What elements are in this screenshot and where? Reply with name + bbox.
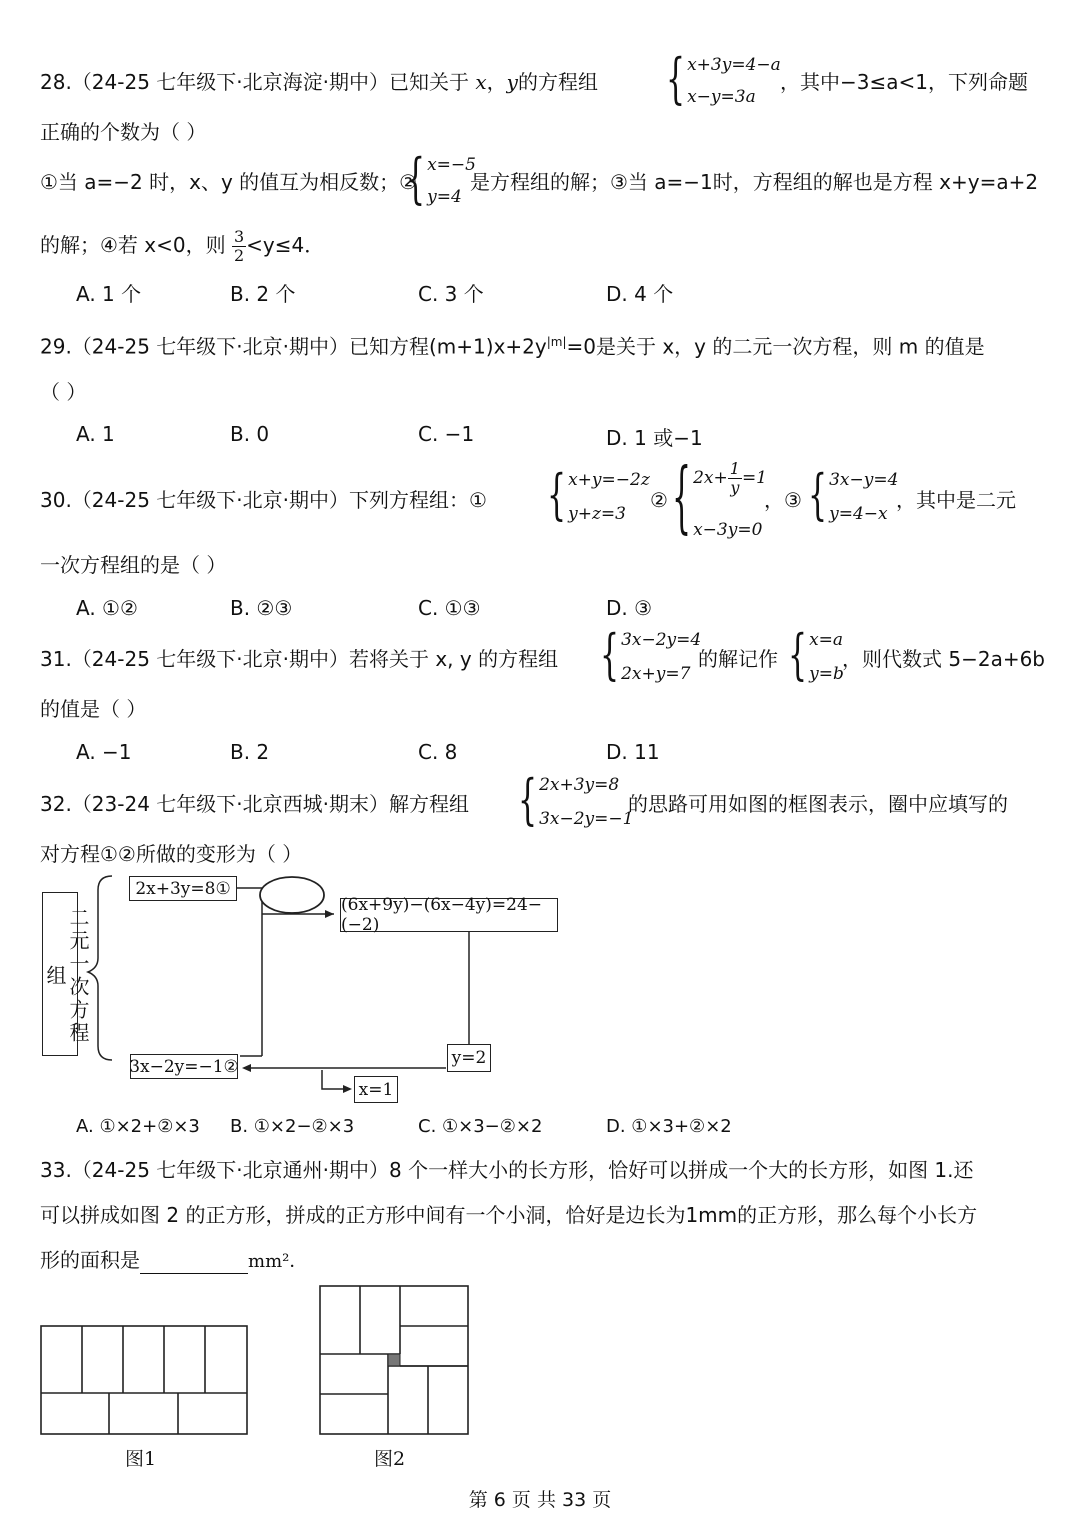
q31-s-row2: 2x+y=7 — [621, 664, 691, 684]
q30-s2-row1 — [693, 460, 767, 497]
q31-option-d[interactable]: D. 11 — [606, 740, 660, 764]
brace-icon: { — [788, 624, 808, 688]
q33-unit: mm²． — [248, 1251, 308, 1272]
blank-ellipse — [260, 877, 324, 913]
q28-prefix: 28.（24-25 七年级下·北京海淀·期中）已知关于 — [40, 70, 469, 94]
brace-icon: { — [808, 464, 828, 528]
brace-icon: { — [547, 464, 567, 528]
q28-line4a: 的解；④若 x<0，则 — [40, 233, 226, 257]
q32-suffix: 的思路可用如图的框图表示，圈中应填写的 — [628, 792, 1008, 816]
q31-system — [600, 624, 702, 688]
q28-sys-row2: x−y=3a — [687, 87, 756, 107]
q28-option-d[interactable]: D. 4 个 — [606, 282, 674, 306]
q29-option-a[interactable]: A. 1 — [76, 422, 115, 446]
q28-vars-mid: 的方程组 — [517, 70, 598, 94]
q31-mid: 的解记作 — [698, 647, 778, 671]
q32-line2: 对方程①②所做的变形为（ ） — [40, 842, 303, 866]
hole-square — [388, 1354, 400, 1366]
q31-option-a[interactable]: A. −1 — [76, 740, 132, 764]
q30-s2-fraction — [728, 460, 742, 497]
q30-c2: ② — [650, 488, 668, 512]
diagram-eq1: 2x+3y=8① — [129, 876, 237, 901]
q31-line2: 的值是（ ） — [40, 697, 147, 721]
q30-line2: 一次方程组的是（ ） — [40, 553, 227, 577]
q30-option-c[interactable]: C. ①③ — [418, 596, 481, 620]
diagram-side-label: 二元一次方程组 — [42, 892, 78, 1056]
q28-sol-row1: x=−5 — [427, 155, 476, 175]
q30-c3: ，③ — [764, 488, 802, 512]
q30-prefix: 30.（24-25 七年级下·北京·期中）下列方程组：① — [40, 488, 487, 512]
q28-option-c[interactable]: C. 3 个 — [418, 282, 484, 306]
q28-line3b: 是方程组的解；③当 a=−1时，方程组的解也是方程 x+y=a+2 — [470, 170, 1039, 194]
q30-system3 — [808, 464, 899, 528]
page-footer: 第 6 页 共 33 页 — [468, 1489, 612, 1511]
q28-line1: 28.（24-25 七年级下·北京海淀·期中）已知关于 x，y的方程组 — [40, 70, 598, 94]
q31-option-b[interactable]: B. 2 — [230, 740, 270, 764]
q30-s3-row2: y=4−x — [829, 504, 888, 524]
q28-fraction — [232, 228, 246, 265]
q30-s3-row1: 3x−y=4 — [829, 470, 899, 490]
q28-line2: 正确的个数为（ ） — [40, 120, 207, 144]
q29-line2: （ ） — [40, 380, 87, 404]
q30-system2 — [672, 453, 767, 545]
q28-line4 — [40, 228, 324, 265]
q29-line1a: 29.（24-25 七年级下·北京·期中）已知方程(m+1)x+2y — [40, 334, 547, 359]
q29-option-b[interactable]: B. 0 — [230, 422, 270, 446]
q30-suffix: ，其中是二元 — [896, 488, 1016, 512]
figure-2-caption: 图2 — [374, 1448, 406, 1470]
q31-t-row1: x=a — [809, 630, 844, 650]
q32-option-b[interactable]: B. ①×2−②×3 — [230, 1116, 355, 1137]
q30-s1-row2: y+z=3 — [568, 504, 626, 524]
q33-line3 — [40, 1248, 307, 1274]
q28-option-b[interactable]: B. 2 个 — [230, 282, 296, 306]
q30-s2-r1a: 2x+ — [693, 468, 728, 488]
q31-s-row1: 3x−2y=4 — [621, 630, 702, 650]
q28-frac-num: 3 — [233, 227, 245, 246]
big-brace-icon — [88, 876, 112, 1060]
q30-s2-row2: x−3y=0 — [693, 520, 763, 540]
diagram-combined: (6x+9y)−(6x−4y)=24−(−2) — [340, 898, 558, 932]
q30-option-b[interactable]: B. ②③ — [230, 596, 293, 620]
diagram-eq2: 3x−2y=−1② — [130, 1054, 238, 1079]
q33-line3a: 形的面积是 — [40, 1248, 140, 1272]
q30-s2-frac-den: y — [730, 478, 740, 497]
answer-blank[interactable] — [140, 1253, 248, 1274]
q28-line4b: <y≤4． — [246, 233, 325, 257]
q32-option-a[interactable]: A. ①×2+②×3 — [76, 1116, 200, 1137]
q30-s2-frac-num: 1 — [729, 459, 740, 478]
q28-sol-row2: y=4 — [427, 187, 462, 207]
figure-1 — [40, 1325, 250, 1437]
q29-option-d[interactable]: D. 1 或−1 — [606, 426, 703, 450]
q30-s1-row1: x+y=−2z — [568, 470, 650, 490]
figure-2 — [318, 1284, 472, 1436]
q33-line1: 33.（24-25 七年级下·北京通州·期中）8 个一样大小的长方形，恰好可以拼成一个大的长方形，如图 1.还 — [40, 1158, 974, 1182]
q29-option-c[interactable]: C. −1 — [418, 422, 475, 446]
q28-line3a: ①当 a=−2 时，x、y 的值互为相反数；② — [40, 170, 418, 194]
brace-icon: { — [666, 48, 686, 112]
q30-option-a[interactable]: A. ①② — [76, 596, 138, 620]
q32-option-d[interactable]: D. ①×3+②×2 — [606, 1116, 732, 1137]
q31-t-row2: y=b — [809, 664, 844, 684]
q32-s-row2: 3x−2y=−1 — [539, 809, 634, 829]
q31-prefix: 31.（24-25 七年级下·北京·期中）若将关于 x, y 的方程组 — [40, 647, 559, 671]
q32-system — [518, 769, 634, 833]
brace-icon: { — [518, 769, 538, 833]
q31-option-c[interactable]: C. 8 — [418, 740, 458, 764]
q29-sup: |m| — [546, 335, 567, 349]
q30-s2-r1b: =1 — [741, 468, 767, 488]
diagram-x-value: x=1 — [354, 1076, 398, 1103]
q32-option-c[interactable]: C. ①×3−②×2 — [418, 1116, 543, 1137]
q29-line1b: =0是关于 x，y 的二元一次方程，则 m 的值是 — [566, 334, 985, 359]
q29-line1 — [40, 330, 985, 359]
q28-frac-den: 2 — [233, 246, 245, 265]
q28-cond: ，其中−3≤a<1，下列命题 — [780, 70, 1028, 94]
q30-option-d[interactable]: D. ③ — [606, 596, 653, 620]
brace-icon: { — [406, 148, 426, 212]
brace-icon: { — [600, 624, 620, 688]
q28-system — [666, 48, 781, 112]
q31-suffix: ，则代数式 5−2a+6b — [842, 647, 1045, 671]
figure-1-caption: 图1 — [125, 1448, 157, 1470]
q30-system1 — [547, 464, 650, 528]
q31-solution — [788, 624, 844, 688]
q33-line2: 可以拼成如图 2 的正方形，拼成的正方形中间有一个小洞，恰好是边长为1mm的正方形，那么每个小长方 — [40, 1203, 978, 1227]
brace-icon: { — [672, 453, 692, 545]
q32-s-row1: 2x+3y=8 — [539, 775, 620, 795]
q28-solution — [406, 148, 476, 212]
q32-prefix: 32.（23-24 七年级下·北京西城·期末）解方程组 — [40, 792, 469, 816]
q28-sys-row1: x+3y=4−a — [687, 55, 781, 75]
q28-option-a[interactable]: A. 1 个 — [76, 282, 142, 306]
diagram-y-value: y=2 — [447, 1044, 491, 1072]
